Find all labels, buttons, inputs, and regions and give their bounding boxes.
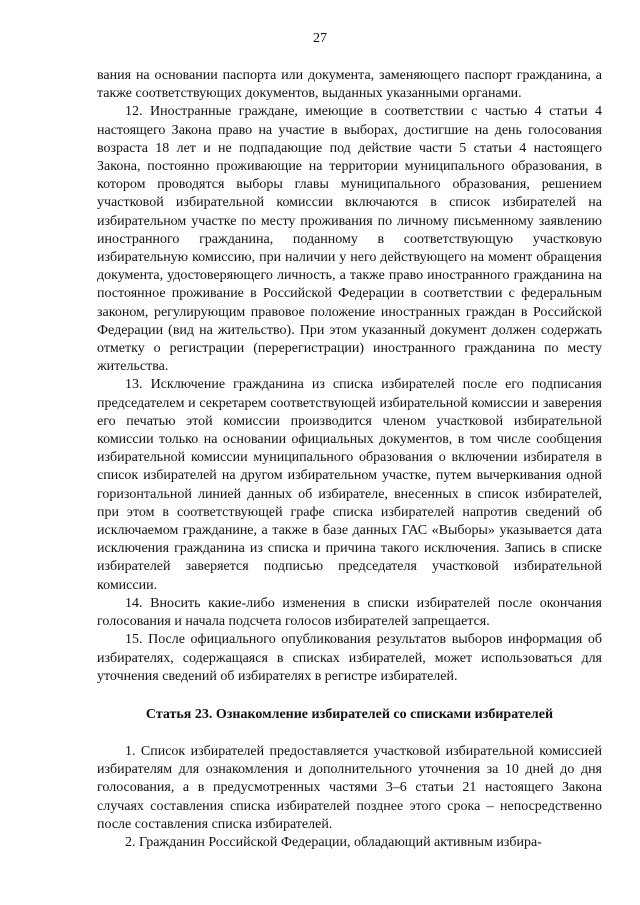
page-number: 27 [313,31,327,46]
paragraph-12: 12. Иностранные граждане, имеющие в соответствии с частью 4 статьи 4 настоящего Закона право на участие в выборах, достигшие на день голосования возраста 18 лет и не подпадающие под действие части 5 статьи 4 настоящего Закона, постоянно проживающие на территории муниципального образования, в котором проводятся выборы главы муниципального образования, решением участковой избирательной комиссии включаются в список избирателей на избирательном участке по месту проживания по личному письменному заявлению иностранного гражданина, поданному в соответствующую участковую избирательную комиссию, при наличии у него действующего на момент обращения документа, удостоверяющего личность, а также право иностранного гражданина на постоянное проживание в Российской Федерации в соответствии с федеральным законом, регулирующим правовое положение иностранных граждан в Российской Федерации (вид на жительство). При этом указанный документ должен содержать отметку о регистрации (перерегистрации) иностранного гражданина по месту жительства. [97,104,602,375]
article-paragraph-2: 2. Гражданин Российской Федерации, обладающий активным избира- [125,834,542,850]
article-paragraph-1: 1. Список избирателей предоставляется участковой избирательной комиссией избирателям для ознакомления и дополнительного уточнения за 10 дней до дня голосования, а в предусмотренных частями 3–6 статьи 21 настоящего Закона случаях составления списка избирателей позднее этого срока – непосредственно после составления списка избирателей. [97,743,602,832]
paragraph-15: 15. После официального опубликования результатов выборов информация об избирателях, содержащаяся в списках избирателей, может использоваться для уточнения сведений об избирателях в регистре избирателей. [97,632,602,684]
paragraph-14: 14. Вносить какие-либо изменения в списки избирателей после окончания голосования и начала подсчета голосов избирателей запрещается. [97,595,602,630]
article-heading: Статья 23. Ознакомление избирателей со списками избирателей [145,706,554,722]
paragraph-continuation: вания на основании паспорта или документа, заменяющего паспорт гражданина, а также соответствующих документов, выданных указанными органами. [97,68,602,102]
document-body [97,67,602,852]
paragraph-13: 13. Исключение гражданина из списка избирателей после его подписания председателем и секретарем соответствующей избирательной комиссии и заверения его печатью этой комиссии производится членом участковой избирательной комиссии только на основании официальных документов, в том числе сообщения избирательной комиссии муниципального образования о включении избирателя в список избирателей на другом избирательном участке, путем вычеркивания одной горизонтальной линией данных об избирателе, внесенных в список избирателей, при этом в соответствующей графе списка избирателей напротив сведений об исключаемом гражданине, а также в базе данных ГАС «Выборы» указывается дата исключения гражданина из списка и причина такого исключения. Запись в списке избирателей заверяется подписью председателя участковой избирательной комиссии. [97,377,602,593]
